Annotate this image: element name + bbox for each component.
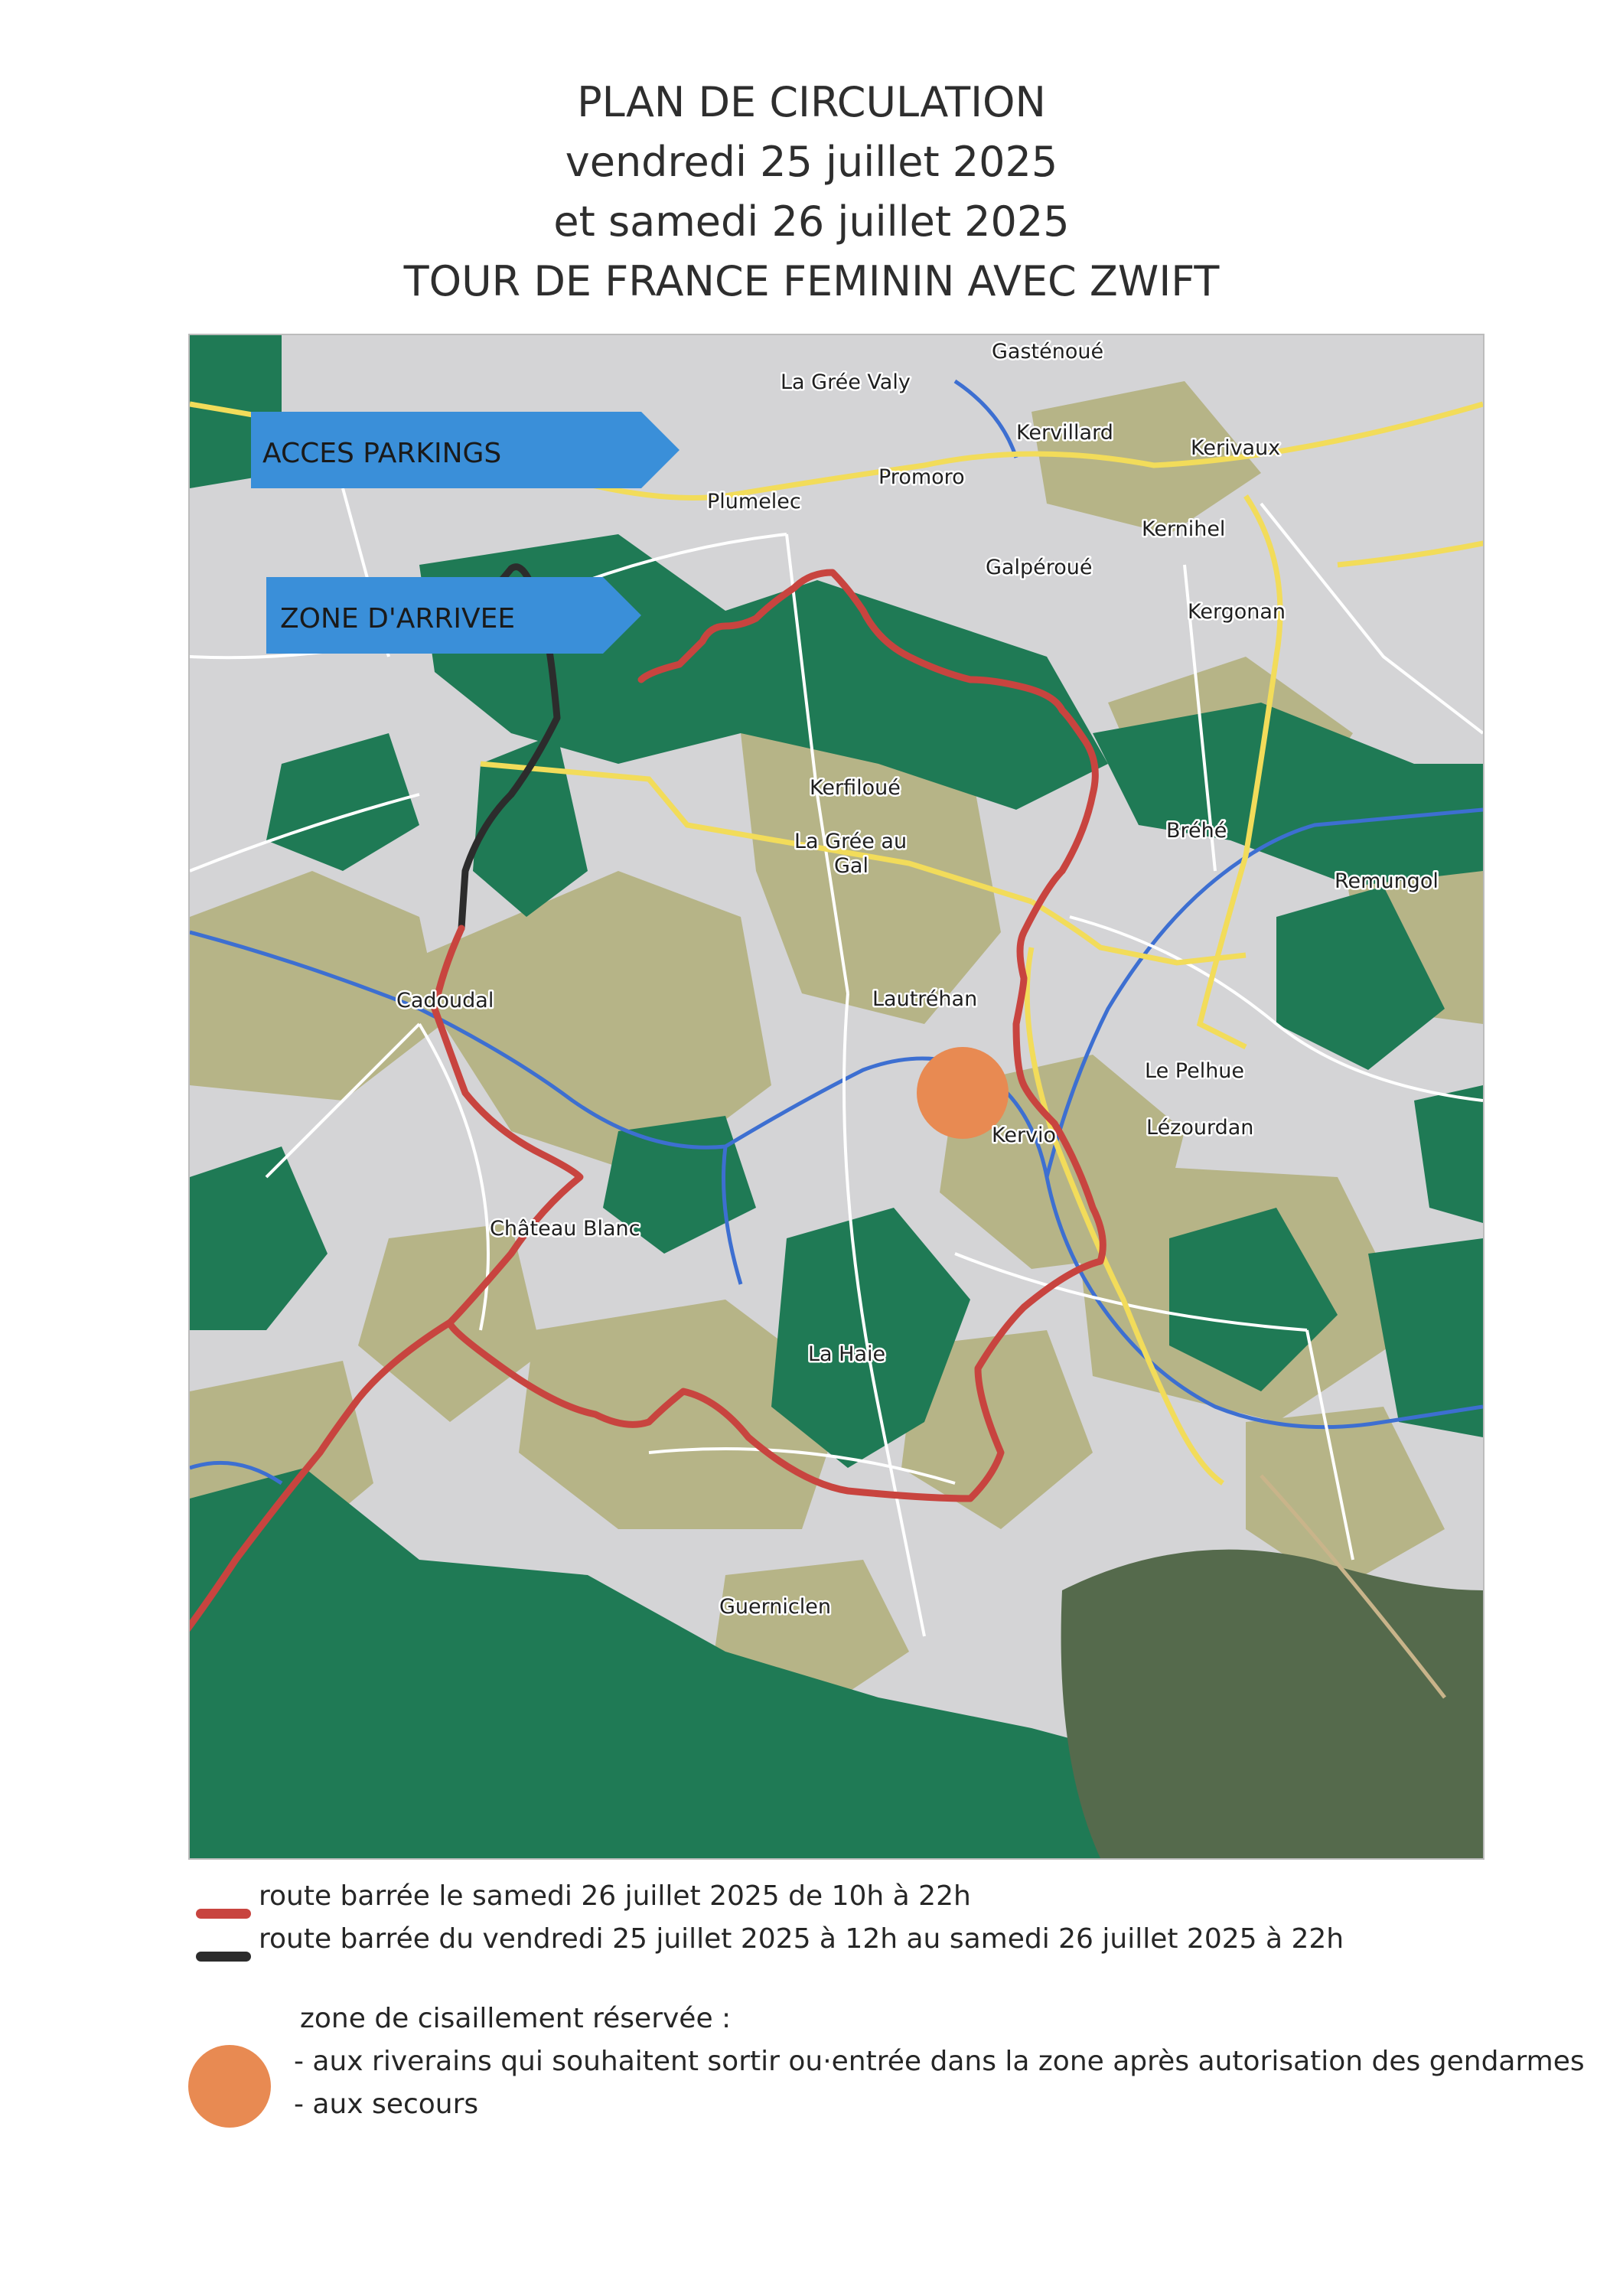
place-gastenoue: Gasténoué — [992, 340, 1104, 364]
place-kerfiloue: Kerfiloué — [810, 776, 901, 800]
place-lautrehan: Lautréhan — [872, 987, 978, 1011]
legend-black-label: route barrée du vendredi 25 juillet 2025 à 12h au samedi 26 juillet 2025 à 22h — [259, 1923, 1344, 1955]
title-line-4: TOUR DE FRANCE FEMININ AVEC ZWIFT — [403, 257, 1220, 305]
arrivee-arrow-label: ZONE D'ARRIVEE — [280, 603, 516, 634]
arrivee-arrow — [266, 577, 641, 654]
title-line-2: vendredi 25 juillet 2025 — [565, 138, 1058, 186]
traffic-map[interactable] — [188, 334, 1484, 1860]
place-kergonan: Kergonan — [1188, 600, 1286, 624]
place-galperoue: Galpéroué — [986, 556, 1093, 579]
map-canvas — [190, 335, 1483, 1858]
place-remungol: Remungol — [1335, 869, 1439, 893]
parkings-arrow-label: ACCES PARKINGS — [262, 438, 502, 469]
place-kervillard: Kervillard — [1016, 421, 1113, 445]
legend-red-swatch — [196, 1909, 251, 1919]
page-title — [0, 73, 1623, 311]
parkings-arrow — [251, 412, 680, 488]
place-kervio: Kervio — [992, 1124, 1057, 1147]
place-cadoudal: Cadoudal — [396, 989, 494, 1013]
title-line-3: et samedi 26 juillet 2025 — [553, 197, 1070, 246]
place-brehe: Bréhé — [1166, 819, 1227, 843]
place-gal: Gal — [834, 854, 869, 878]
title-line-1: PLAN DE CIRCULATION — [577, 78, 1046, 126]
woodland-area — [1061, 1550, 1483, 1858]
legend-zone-dot — [188, 2045, 271, 2128]
place-promoro: Promoro — [878, 465, 965, 489]
place-la-gree-au: La Grée au — [794, 830, 908, 853]
place-kerivaux: Kerivaux — [1191, 436, 1281, 460]
place-le-pelhue: Le Pelhue — [1145, 1059, 1245, 1083]
place-la-haie: La Haie — [808, 1342, 886, 1366]
place-guernicien: Guerniclen — [719, 1595, 831, 1619]
place-kernihel: Kernihel — [1142, 517, 1226, 541]
legend-zone-title: zone de cisaillement réservée : — [300, 2003, 732, 2034]
legend-black-swatch — [196, 1952, 251, 1962]
place-chateau-blanc: Château Blanc — [490, 1217, 640, 1241]
legend-red-label: route barrée le samedi 26 juillet 2025 de 10h à 22h — [259, 1880, 971, 1912]
place-la-gree-valy: La Grée Valy — [781, 370, 911, 394]
legend-zone-item-1: - aux riverains qui souhaitent sortir ou·entrée dans la zone après autorisation des gendarmes — [294, 2046, 1585, 2077]
place-lezourdan: Lézourdan — [1146, 1116, 1254, 1140]
legend-zone-item-2: - aux secours — [294, 2089, 479, 2120]
place-plumelec: Plumelec — [707, 490, 801, 514]
